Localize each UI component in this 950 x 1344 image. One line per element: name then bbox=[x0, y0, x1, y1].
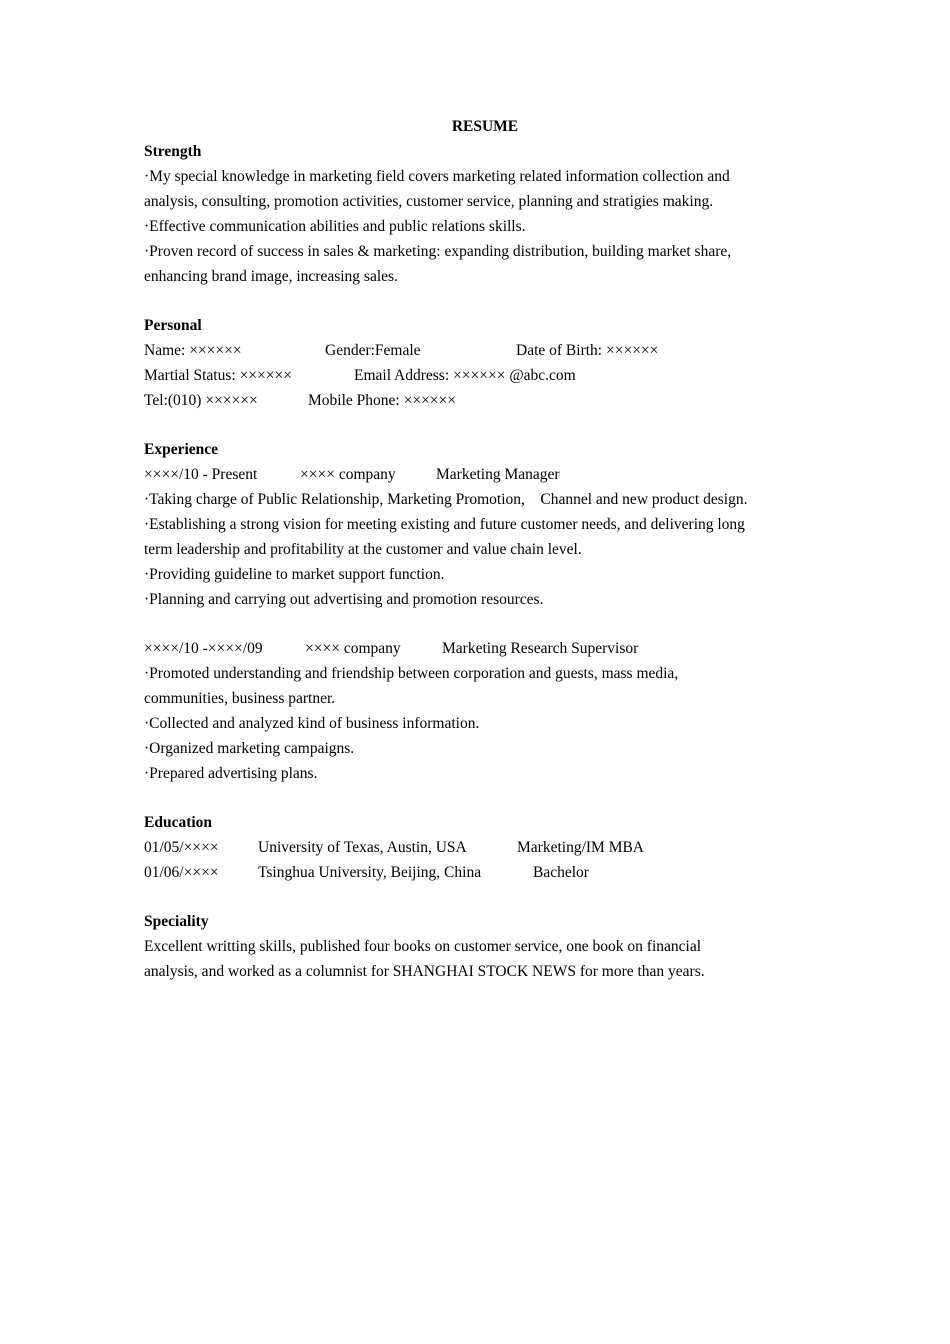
personal-email: Email Address: ×××××× @abc.com bbox=[354, 367, 576, 384]
job-period: ××××/10 - Present bbox=[144, 466, 258, 483]
speciality-line: analysis, and worked as a columnist for SHANGHAI STOCK NEWS for more than years. bbox=[144, 963, 705, 980]
strength-line: ·Proven record of success in sales & marketing: expanding distribution, building market share, bbox=[144, 243, 732, 260]
personal-row-3 bbox=[144, 388, 814, 413]
strength-line: ·Effective communication abilities and public relations skills. bbox=[144, 218, 526, 235]
strength-line: enhancing brand image, increasing sales. bbox=[144, 268, 398, 285]
section-gap bbox=[144, 612, 814, 636]
personal-marital: Martial Status: ×××××× bbox=[144, 367, 293, 384]
speciality-line: Excellent writting skills, published four books on customer service, one book on financial bbox=[144, 938, 702, 955]
section-gap bbox=[144, 413, 814, 437]
job-duty-line: communities, business partner. bbox=[144, 690, 336, 707]
job-duty-line: ·Providing guideline to market support function. bbox=[144, 566, 445, 583]
job-company: ×××× company bbox=[305, 640, 401, 657]
personal-mobile: Mobile Phone: ×××××× bbox=[308, 392, 457, 409]
job-duty-line: ·Planning and carrying out advertising and promotion resources. bbox=[144, 591, 544, 608]
job-role: Marketing Manager bbox=[436, 466, 560, 483]
job-duty-line: ·Taking charge of Public Relationship, Marketing Promotion, Channel and new product design. bbox=[144, 491, 748, 508]
resume-title: RESUME bbox=[451, 118, 519, 135]
education-date: 01/05/×××× bbox=[144, 839, 219, 856]
job-header bbox=[144, 462, 814, 487]
job-role: Marketing Research Supervisor bbox=[442, 640, 639, 657]
speciality-heading: Speciality bbox=[144, 913, 209, 930]
education-entry bbox=[144, 835, 814, 860]
strength-line: ·My special knowledge in marketing field covers marketing related information collection and bbox=[144, 168, 730, 185]
job-duty-line: ·Establishing a strong vision for meeting existing and future customer needs, and delivering long bbox=[144, 516, 745, 533]
education-degree: Marketing/IM MBA bbox=[517, 839, 645, 856]
education-date: 01/06/×××× bbox=[144, 864, 219, 881]
personal-gender: Gender:Female bbox=[325, 342, 421, 359]
job-duty-line: term leadership and profitability at the customer and value chain level. bbox=[144, 541, 582, 558]
job-duty-line: ·Promoted understanding and friendship between corporation and guests, mass media, bbox=[144, 665, 679, 682]
job-duty-line: ·Organized marketing campaigns. bbox=[144, 740, 355, 757]
education-school: Tsinghua University, Beijing, China bbox=[258, 864, 482, 881]
personal-dob: Date of Birth: ×××××× bbox=[516, 342, 659, 359]
strength-heading: Strength bbox=[144, 143, 202, 160]
personal-name: Name: ×××××× bbox=[144, 342, 242, 359]
section-gap bbox=[144, 885, 814, 909]
job-period: ××××/10 -××××/09 bbox=[144, 640, 263, 657]
personal-heading: Personal bbox=[144, 317, 202, 334]
job-duty-line: ·Collected and analyzed kind of business information. bbox=[144, 715, 480, 732]
job-header bbox=[144, 636, 814, 661]
job-company: ×××× company bbox=[300, 466, 396, 483]
section-gap bbox=[144, 289, 814, 313]
strength-line: analysis, consulting, promotion activities, customer service, planning and stratigies making. bbox=[144, 193, 714, 210]
section-gap bbox=[144, 786, 814, 810]
job-duty-line: ·Prepared advertising plans. bbox=[144, 765, 318, 782]
education-school: University of Texas, Austin, USA bbox=[258, 839, 467, 856]
education-degree: Bachelor bbox=[533, 864, 589, 881]
education-entry bbox=[144, 860, 814, 885]
personal-tel: Tel:(010) ×××××× bbox=[144, 392, 258, 409]
education-heading: Education bbox=[144, 814, 213, 831]
personal-row-1 bbox=[144, 338, 814, 363]
personal-row-2 bbox=[144, 363, 814, 388]
resume-page bbox=[144, 114, 814, 984]
experience-heading: Experience bbox=[144, 441, 219, 458]
